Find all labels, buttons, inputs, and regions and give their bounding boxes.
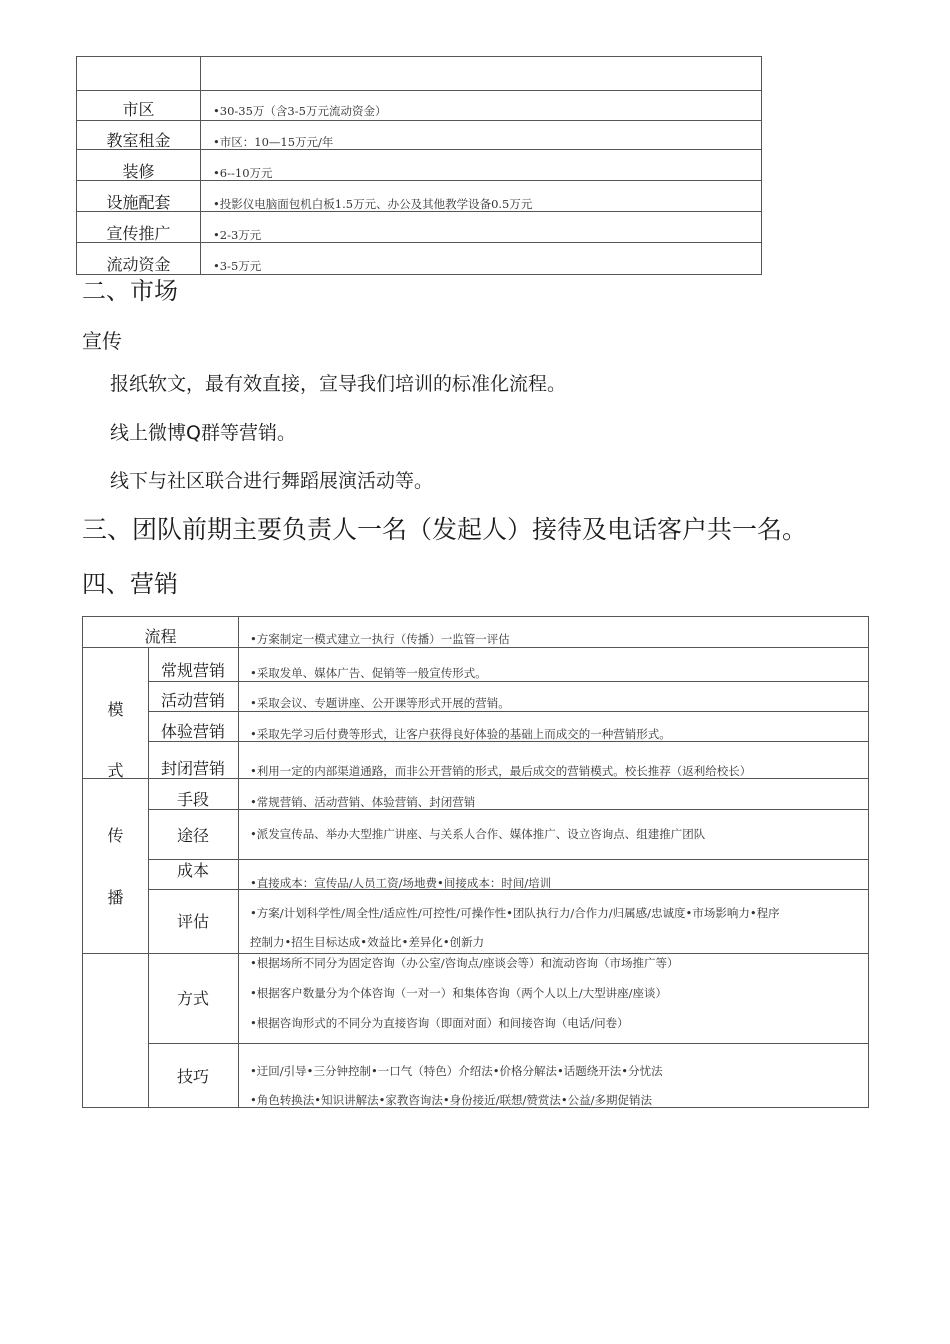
mode-group-char: 式 <box>107 761 124 780</box>
row-divider <box>83 953 868 954</box>
mode-row-label: 体验营销 <box>160 722 225 741</box>
cost-row-value: •30-35万（含3-5万元流动资金） <box>213 104 387 118</box>
mode-row-label: 封闭营销 <box>160 759 225 778</box>
spread-row-value: •派发宣传品、举办大型推广讲座、与关系人合作、媒体推广、设立咨询点、组建推广团队 <box>250 827 706 841</box>
process-value: •方案制定一模式建立一执行（传播）一监管一评估 <box>250 632 510 646</box>
cost-table <box>76 56 762 275</box>
cost-row-label: 装修 <box>122 162 155 181</box>
cost-row-label: 流动资金 <box>106 255 171 274</box>
consult-row-line: •根据场所不同分为固定咨询（办公室/咨询点/座谈会等）和流动咨询（市场推广等） <box>250 956 679 970</box>
consult-row-label: 技巧 <box>176 1067 209 1086</box>
cost-row-label: 宣传推广 <box>106 224 171 243</box>
cost-row-label: 设施配套 <box>106 193 171 212</box>
mode-row-label: 活动营销 <box>160 691 225 710</box>
cost-row-label: 市区 <box>122 100 155 119</box>
row-divider <box>148 681 868 682</box>
subheading-promotion: 宣传 <box>82 329 122 353</box>
mode-row-value: •采取发单、媒体广告、促销等一般宣传形式。 <box>250 666 487 680</box>
spread-group-char: 播 <box>107 888 124 907</box>
row-divider <box>83 778 868 779</box>
mode-row-value: •利用一定的内部渠道通路，而非公开营销的形式，最后成交的营销模式。校长推荐（返利给校长） <box>250 764 752 778</box>
mode-row-value: •采取先学习后付费等形式，让客户获得良好体验的基础上而成交的一种营销形式。 <box>250 727 671 741</box>
spread-row-label: 评估 <box>176 912 209 931</box>
row-divider <box>148 741 868 742</box>
cost-row-value: •6--10万元 <box>213 166 273 180</box>
cost-row-label: 教室租金 <box>106 131 171 150</box>
row-divider <box>83 647 868 648</box>
row-divider <box>148 1043 868 1044</box>
spread-row-value: •常规营销、活动营销、体验营销、封闭营销 <box>250 795 476 809</box>
section-heading-marketing: 四、营销 <box>82 570 178 598</box>
promotion-item: 报纸软文，最有效直接，宣导我们培训的标准化流程。 <box>110 373 567 395</box>
process-label: 流程 <box>144 627 177 646</box>
cost-row-value: •市区：10—15万元/年 <box>213 135 334 149</box>
spread-row-label: 手段 <box>176 790 209 809</box>
consult-row-line: •根据客户数量分为个体咨询（一对一）和集体咨询（两个人以上/大型讲座/座谈） <box>250 986 668 1000</box>
spread-row-label: 途径 <box>176 826 209 845</box>
consult-row-label: 方式 <box>176 989 209 1008</box>
column-divider <box>238 617 239 1107</box>
promotion-item: 线下与社区联合进行舞蹈展演活动等。 <box>110 470 434 492</box>
cost-row-value: •2-3万元 <box>213 228 262 242</box>
row-divider <box>77 120 761 121</box>
row-divider <box>77 90 761 91</box>
section-heading-team: 三、团队前期主要负责人一名（发起人）接待及电话客户共一名。 <box>82 515 808 544</box>
mode-row-value: •采取会议、专题讲座、公开课等形式开展的营销。 <box>250 696 510 710</box>
marketing-table <box>82 616 869 1108</box>
promotion-item: 线上微博Q群等营销。 <box>110 422 296 444</box>
spread-row-value-line2: 控制力•招生目标达成•效益比•差异化•创新力 <box>250 935 485 949</box>
consult-row-line: •角色转换法•知识讲解法•家教咨询法•身份接近/联想/赞赏法•公益/多期促销法 <box>250 1093 653 1107</box>
section-heading-market: 二、市场 <box>82 277 178 305</box>
consult-row-line: •迂回/引导•三分钟控制•一口气（特色）介绍法•价格分解法•话题绕开法•分忧法 <box>250 1064 663 1078</box>
spread-group-char: 传 <box>107 826 124 845</box>
consult-row-line: •根据咨询形式的不同分为直接咨询（即面对面）和间接咨询（电话/问卷） <box>250 1016 629 1030</box>
row-divider <box>148 711 868 712</box>
cost-row-value: •3-5万元 <box>213 259 262 273</box>
mode-group-char: 模 <box>107 700 124 719</box>
mode-row-label: 常规营销 <box>160 661 225 680</box>
row-divider <box>148 809 868 810</box>
spread-row-value-line1: •方案/计划科学性/周全性/适应性/可控性/可操作性•团队执行力/合作力/归属感/忠诚度•市场影响力•程序 <box>250 906 780 920</box>
spread-row-label: 成本 <box>176 861 209 880</box>
spread-row-value: •直接成本：宣传品/人员工资/场地费•间接成本：时间/培训 <box>250 876 552 890</box>
cost-row-value: •投影仪电脑面包机白板1.5万元、办公及其他教学设备0.5万元 <box>213 197 533 211</box>
row-divider <box>148 859 868 860</box>
